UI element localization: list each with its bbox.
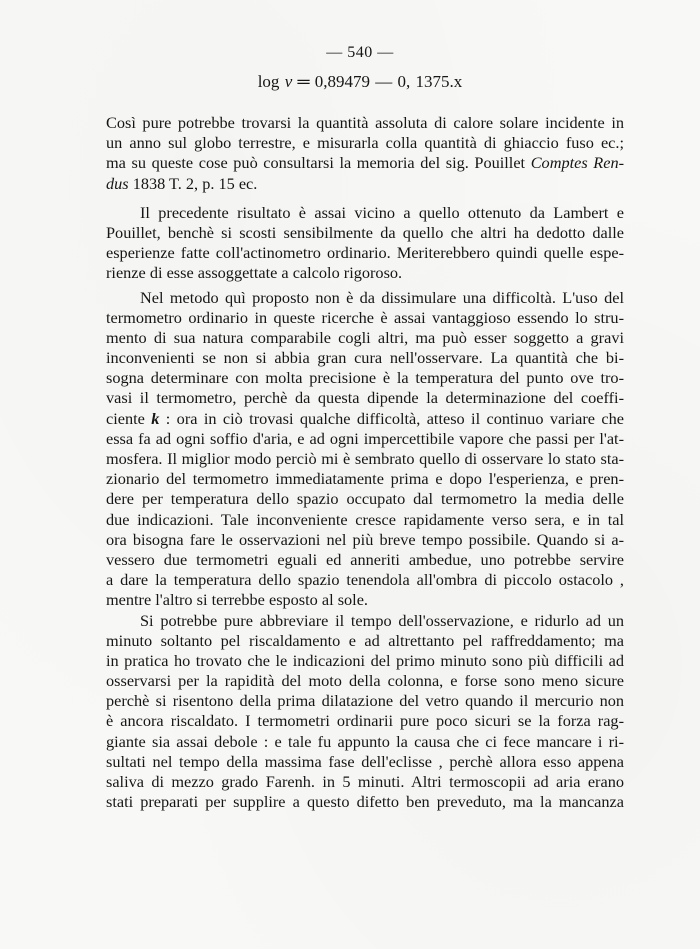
text-line: Il precedente risultato è assai vicino a quello ottenuto da Lambert e: [140, 202, 624, 222]
formula: [10, 72, 700, 92]
text-line: a dare la temperatura dello spazio tenendola all'ombra di piccolo ostacolo ,: [106, 570, 624, 590]
text-line: un anno sul globo terrestre, e misurarla colla quantità di ghiaccio fuso ec.;: [106, 133, 624, 153]
text-line: Pouillet, benchè si scosti sensibilmente da quello che altri ha dedotto dalle: [106, 222, 624, 242]
text-line: zionario del termometro immediatamente prima e dopo l'esperienza, e pren-: [106, 469, 624, 489]
text-line: in pratica ho trovato che le indicazioni del primo minuto sono più difficili ad: [106, 650, 624, 670]
text-line: sogna determinare con molta precisione è la temperatura del punto ove tro-: [106, 368, 624, 388]
text-line: [106, 153, 624, 173]
italic-reference: Comptes Ren-: [530, 153, 625, 173]
text-line: giante sia assai debole : e tale fu appunto la causa che ci fece mancare i ri-: [106, 731, 624, 751]
page-number: — 540 —: [326, 44, 394, 61]
text-line: è ancora riscaldato. I termometri ordinarii pure poco sicuri se la forza rag-: [106, 711, 624, 731]
text-line: mentre l'altro si terrebbe esposto al sole.: [106, 590, 368, 610]
text-line: perchè si risentono della prima dilatazione del vetro quando il mercurio non: [106, 691, 624, 711]
italic-reference: dus: [106, 173, 129, 193]
text-line: esperienze fatte coll'actinometro ordinario. Meriterebbero quindi quelle espe-: [106, 243, 624, 263]
formula-lhs: [258, 72, 293, 91]
formula-log: log: [257, 72, 285, 91]
text-line: inconvenienti se non si abbia gran cura nell'osservare. La quantità che bi-: [106, 348, 624, 368]
paragraph-1: [106, 113, 624, 194]
text-line: termometro ordinario in queste ricerche è assai vantaggioso essendo lo stru-: [106, 307, 624, 327]
text-line: minuto soltanto pel riscaldamento e ad altrettanto pel raffreddamento; ma: [106, 630, 624, 650]
paragraph-2: [106, 203, 624, 284]
text-line: stati preparati per supplire a questo difetto ben preveduto, ma la mancanza: [106, 792, 624, 812]
text-line: vasi il termometro, perchè da questa dipende la determinazione del coeffi-: [106, 388, 624, 408]
text-line: Nel metodo quì proposto non è da dissimulare una difficoltà. L'uso del: [140, 287, 624, 307]
text-line: due indicazioni. Tale inconveniente cresce rapidamente verso sera, e in tal: [106, 509, 624, 529]
text-line: Si potrebbe pure abbreviare il tempo dell'osservazione, e ridurlo ad un: [140, 610, 624, 630]
variable-k: k: [151, 408, 160, 428]
paragraph-4: [106, 611, 624, 813]
text-line: saliva di mezzo grado Farenh. in 5 minuti. Altri termoscopii ad aria erano: [106, 772, 624, 791]
text-line: sultati nel tempo della massima fase dell'eclisse , perchè allora esso appena: [106, 751, 624, 771]
paragraph-3: [106, 288, 624, 611]
text-line: osservarsi per la rapidità del moto della colonna, e forse sono meno sicure: [106, 671, 624, 691]
text-line: mosfera. Il miglior modo perciò mi è sembrato quello di osservare lo stato sta-: [106, 449, 624, 468]
text-line: [106, 174, 624, 194]
text-line: Così pure potrebbe trovarsi la quantità assoluta di calore solare incidente in: [106, 113, 624, 132]
text-line: rienze di esse assoggettate a calcolo rigoroso.: [106, 263, 403, 283]
text-line: ora bisogna fare le osservazioni nel più breve tempo possibile. Quando si a-: [106, 529, 624, 549]
text-segment: ciente: [106, 408, 152, 428]
text-line: essa fa ad ogni soffio d'aria, e ad ogni impercettibile vapore che passi per l'at-: [106, 428, 624, 448]
text-line: vessero due termometri eguali ed anneriti ambedue, uno potrebbe servire: [106, 549, 624, 569]
formula-rhs: ═ 0,89479 — 0, 1375.x: [297, 72, 463, 91]
text-segment: : ora in ciò trovasi qualche difficoltà, atteso il continuo variare che: [159, 408, 625, 428]
text-segment: ma su queste cose può consultarsi la memoria del sig. Pouillet: [106, 153, 531, 173]
text-segment: 1838 T. 2, p. 15 ec.: [128, 173, 258, 193]
formula-variable-v: v: [284, 72, 293, 91]
body-text: [106, 113, 624, 812]
text-line: mento di sua natura comparabile cogli altri, ma può esser soggetto a gravi: [106, 327, 624, 347]
text-line: [106, 409, 624, 429]
text-line: dere per temperatura dello spazio occupato dal termometro la media delle: [106, 489, 624, 509]
